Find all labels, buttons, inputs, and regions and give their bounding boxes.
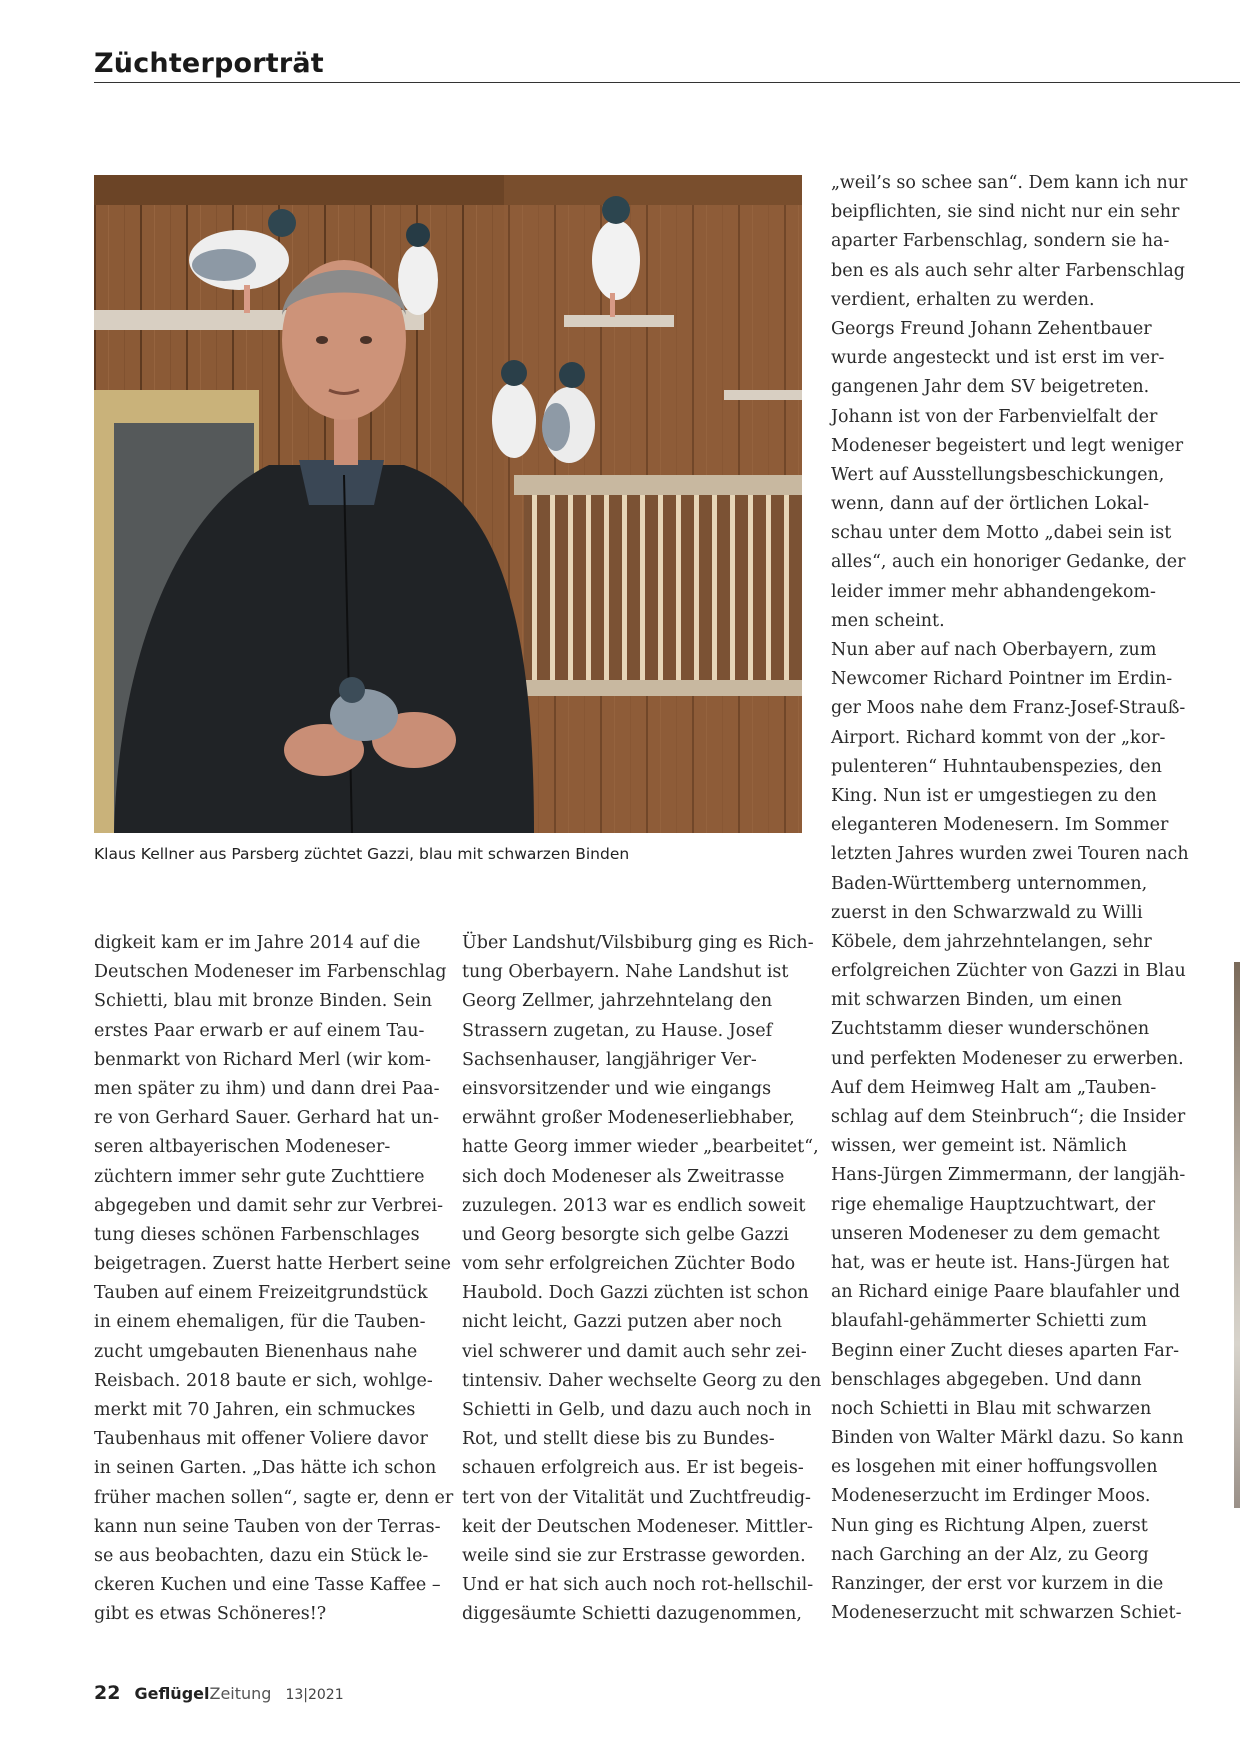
text-line: Airport. Richard kommt von der „kor- [831, 727, 1166, 748]
text-line: Nun aber auf nach Oberbayern, zum [831, 640, 1157, 660]
text-line: kann nun seine Tauben von der Terras- [94, 1516, 441, 1537]
text-line: verdient, erhalten zu werden. [831, 289, 1095, 310]
text-line: alles“, auch ein honoriger Gedanke, der [831, 552, 1186, 573]
text-line: beipflichten, sie sind nicht nur ein sehr [831, 202, 1180, 223]
text-line: re von Gerhard Sauer. Gerhard hat un- [94, 1108, 439, 1129]
text-line: benmarkt von Richard Merl (wir kom- [94, 1049, 431, 1070]
text-line: an Richard einige Paare blaufahler und [831, 1282, 1181, 1303]
text-line: aparter Farbenschlag, sondern sie ha- [831, 231, 1170, 252]
text-line: Baden-Württemberg unternommen, [831, 873, 1148, 894]
text-line: merkt mit 70 Jahren, ein schmuckes [94, 1400, 416, 1420]
text-line: Binden von Walter Märkl dazu. So kann [831, 1428, 1184, 1449]
text-line: wurde angesteckt und ist erst im ver- [831, 348, 1165, 369]
text-line: benschlages abgegeben. Und dann [831, 1369, 1142, 1390]
text-line: in seinen Garten. „Das hätte ich schon [94, 1458, 437, 1479]
text-line: Modeneser begeistert und legt weniger [831, 435, 1184, 456]
text-line: Modeneserzucht im Erdinger Moos. [831, 1486, 1151, 1507]
text-line: Ranzinger, der erst vor kurzem in die [831, 1574, 1164, 1594]
text-line: Strassern zugetan, zu Hause. Josef [462, 1020, 773, 1041]
text-line: Zuchtstamm dieser wunderschönen [831, 1019, 1150, 1040]
text-column-1 [94, 929, 453, 1630]
text-line: zuzulegen. 2013 war es endlich soweit [462, 1195, 806, 1216]
text-line: Schietti in Gelb, und dazu auch noch in [462, 1400, 812, 1420]
text-line: Hans-Jürgen Zimmermann, der langjäh- [831, 1165, 1186, 1186]
text-line: Nun ging es Richtung Alpen, zuerst [831, 1515, 1148, 1536]
text-line: züchtern immer sehr gute Zuchttiere [94, 1166, 425, 1187]
text-line: men später zu ihm) und dann drei Paa- [94, 1078, 440, 1099]
text-line: Köbele, dem jahrzehntelangen, sehr [831, 931, 1152, 952]
text-line: Schietti, blau mit bronze Binden. Sein [94, 991, 433, 1012]
text-line: ckeren Kuchen und eine Tasse Kaffee – [94, 1575, 441, 1596]
text-column-2 [462, 929, 821, 1630]
text-line: Beginn einer Zucht dieses aparten Far- [831, 1340, 1180, 1361]
text-line: diggesäumte Schietti dazugenommen, [462, 1604, 802, 1625]
text-line: Rot, und stellt diese bis zu Bundes- [462, 1429, 775, 1450]
text-line: nicht leicht, Gazzi putzen aber noch [462, 1312, 783, 1333]
text-line: Auf dem Heimweg Halt am „Tauben- [831, 1077, 1157, 1098]
text-line: Reisbach. 2018 baute er sich, wohlge- [94, 1370, 433, 1391]
text-line: vom sehr erfolgreichen Züchter Bodo [462, 1254, 796, 1275]
text-line: seren altbayerischen Modeneser- [94, 1137, 391, 1158]
text-line: schlag auf dem Steinbruch“; die Insider [831, 1107, 1186, 1127]
text-line: digkeit kam er im Jahre 2014 auf die [94, 933, 421, 953]
text-line: einsvorsitzender und wie eingangs [462, 1078, 772, 1099]
text-line: in einem ehemaligen, für die Tauben- [94, 1312, 426, 1333]
publication-name-bold: Geflügel [134, 1684, 210, 1703]
text-line: sich doch Modeneser als Zweitrasse [462, 1166, 785, 1187]
text-line: früher machen sollen“, sagte er, denn er [94, 1487, 454, 1508]
text-line: und perfekten Modeneser zu erwerben. [831, 1048, 1184, 1069]
text-line: Taubenhaus mit offener Voliere davor [94, 1429, 428, 1450]
text-line: tung Oberbayern. Nahe Landshut ist [462, 962, 789, 983]
text-line: mit schwarzen Binden, um einen [831, 990, 1122, 1011]
text-line: hatte Georg immer wieder „bearbeitet“, [462, 1137, 819, 1158]
text-line: blaufahl-gehämmerter Schietti zum [831, 1311, 1148, 1332]
text-line: und Georg besorgte sich gelbe Gazzi [462, 1224, 789, 1245]
photo-illustration [94, 175, 802, 833]
text-line: gibt es etwas Schöneres!? [94, 1604, 327, 1625]
text-line: Haubold. Doch Gazzi züchten ist schon [462, 1283, 809, 1304]
text-line: nach Garching an der Alz, zu Georg [831, 1544, 1149, 1565]
page-number: 22 [94, 1682, 121, 1704]
text-line: pulenteren“ Huhntaubenspezies, den [831, 756, 1162, 777]
text-line: se aus beobachten, dazu ein Stück le- [94, 1545, 429, 1566]
text-line: „weil’s so schee san“. Dem kann ich nur [831, 173, 1188, 193]
text-line: viel schwerer und damit auch sehr zei- [462, 1341, 807, 1362]
text-line: tintensiv. Daher wechselte Georg zu den [462, 1370, 822, 1391]
section-rule [94, 82, 1240, 83]
text-line: weile sind sie zur Erstrasse geworden. [462, 1545, 806, 1566]
text-line: rige ehemalige Hauptzuchtwart, der [831, 1194, 1156, 1215]
text-line: Georg Zellmer, jahrzehntelang den [462, 991, 773, 1012]
text-line: Tauben auf einem Freizeitgrundstück [94, 1283, 428, 1304]
text-line: Deutschen Modeneser im Farbenschlag [94, 962, 447, 983]
text-line: wenn, dann auf der örtlichen Lokal- [831, 494, 1150, 515]
text-line: eleganteren Modenesern. Im Sommer [831, 815, 1169, 836]
text-line: noch Schietti in Blau mit schwarzen [831, 1398, 1152, 1419]
text-line: Sachsenhauser, langjähriger Ver- [462, 1049, 757, 1070]
text-line: erstes Paar erwarb er auf einem Tau- [94, 1020, 425, 1041]
breeder-photo [94, 175, 802, 833]
text-line: hat, was er heute ist. Hans-Jürgen hat [831, 1252, 1170, 1273]
photo-caption: Klaus Kellner aus Parsberg züchtet Gazzi, blau mit schwarzen Binden [94, 845, 630, 863]
text-line: schau unter dem Motto „dabei sein ist [831, 523, 1172, 544]
text-line: erwähnt großer Modeneserliebhaber, [462, 1108, 795, 1129]
text-line: tert von der Vitalität und Zuchtfreudig- [462, 1487, 811, 1508]
adjacent-page-edge [1234, 962, 1240, 1508]
page-footer [94, 1682, 344, 1704]
text-line: ger Moos nahe dem Franz-Josef-Strauß- [831, 698, 1186, 719]
text-line: tung dieses schönen Farbenschlages [94, 1224, 420, 1245]
text-line: abgegeben und damit sehr zur Verbrei- [94, 1195, 444, 1216]
text-line: es losgehen mit einer hoffungsvollen [831, 1457, 1158, 1478]
publication-name-light: Zeitung [209, 1684, 272, 1703]
text-line: zuerst in den Schwarzwald zu Willi [831, 902, 1143, 923]
text-line: Georgs Freund Johann Zehentbauer [831, 318, 1152, 339]
text-line: Modeneserzucht mit schwarzen Schiet- [831, 1603, 1182, 1624]
text-line: Newcomer Richard Pointner im Erdin- [831, 669, 1173, 690]
text-column-3 [831, 169, 1189, 1628]
text-line: schauen erfolgreich aus. Er ist begeis- [462, 1458, 804, 1479]
text-line: King. Nun ist er umgestiegen zu den [831, 785, 1157, 806]
section-title: Züchterporträt [94, 48, 324, 79]
text-line: Wert auf Ausstellungsbeschickungen, [831, 464, 1165, 485]
text-line: Johann ist von der Farbenvielfalt der [831, 406, 1158, 427]
text-line: Über Landshut/Vilsbiburg ging es Rich- [462, 933, 814, 953]
text-line: leider immer mehr abhandengekom- [831, 581, 1156, 602]
text-line: men scheint. [831, 610, 945, 631]
text-line: beigetragen. Zuerst hatte Herbert seine [94, 1254, 451, 1275]
text-line: letzten Jahres wurden zwei Touren nach [831, 844, 1189, 865]
text-line: gangenen Jahr dem SV beigetreten. [831, 377, 1150, 398]
text-line: ben es als auch sehr alter Farbenschlag [831, 260, 1185, 281]
text-line: Und er hat sich auch noch rot-hellschil- [462, 1575, 814, 1596]
issue-number: 13|2021 [285, 1687, 344, 1703]
text-line: wissen, wer gemeint ist. Nämlich [831, 1136, 1127, 1157]
text-line: erfolgreichen Züchter von Gazzi in Blau [831, 961, 1186, 982]
text-line: zucht umgebauten Bienenhaus nahe [94, 1341, 418, 1362]
text-line: keit der Deutschen Modeneser. Mittler- [462, 1516, 813, 1537]
text-line: unseren Modeneser zu dem gemacht [831, 1223, 1160, 1244]
